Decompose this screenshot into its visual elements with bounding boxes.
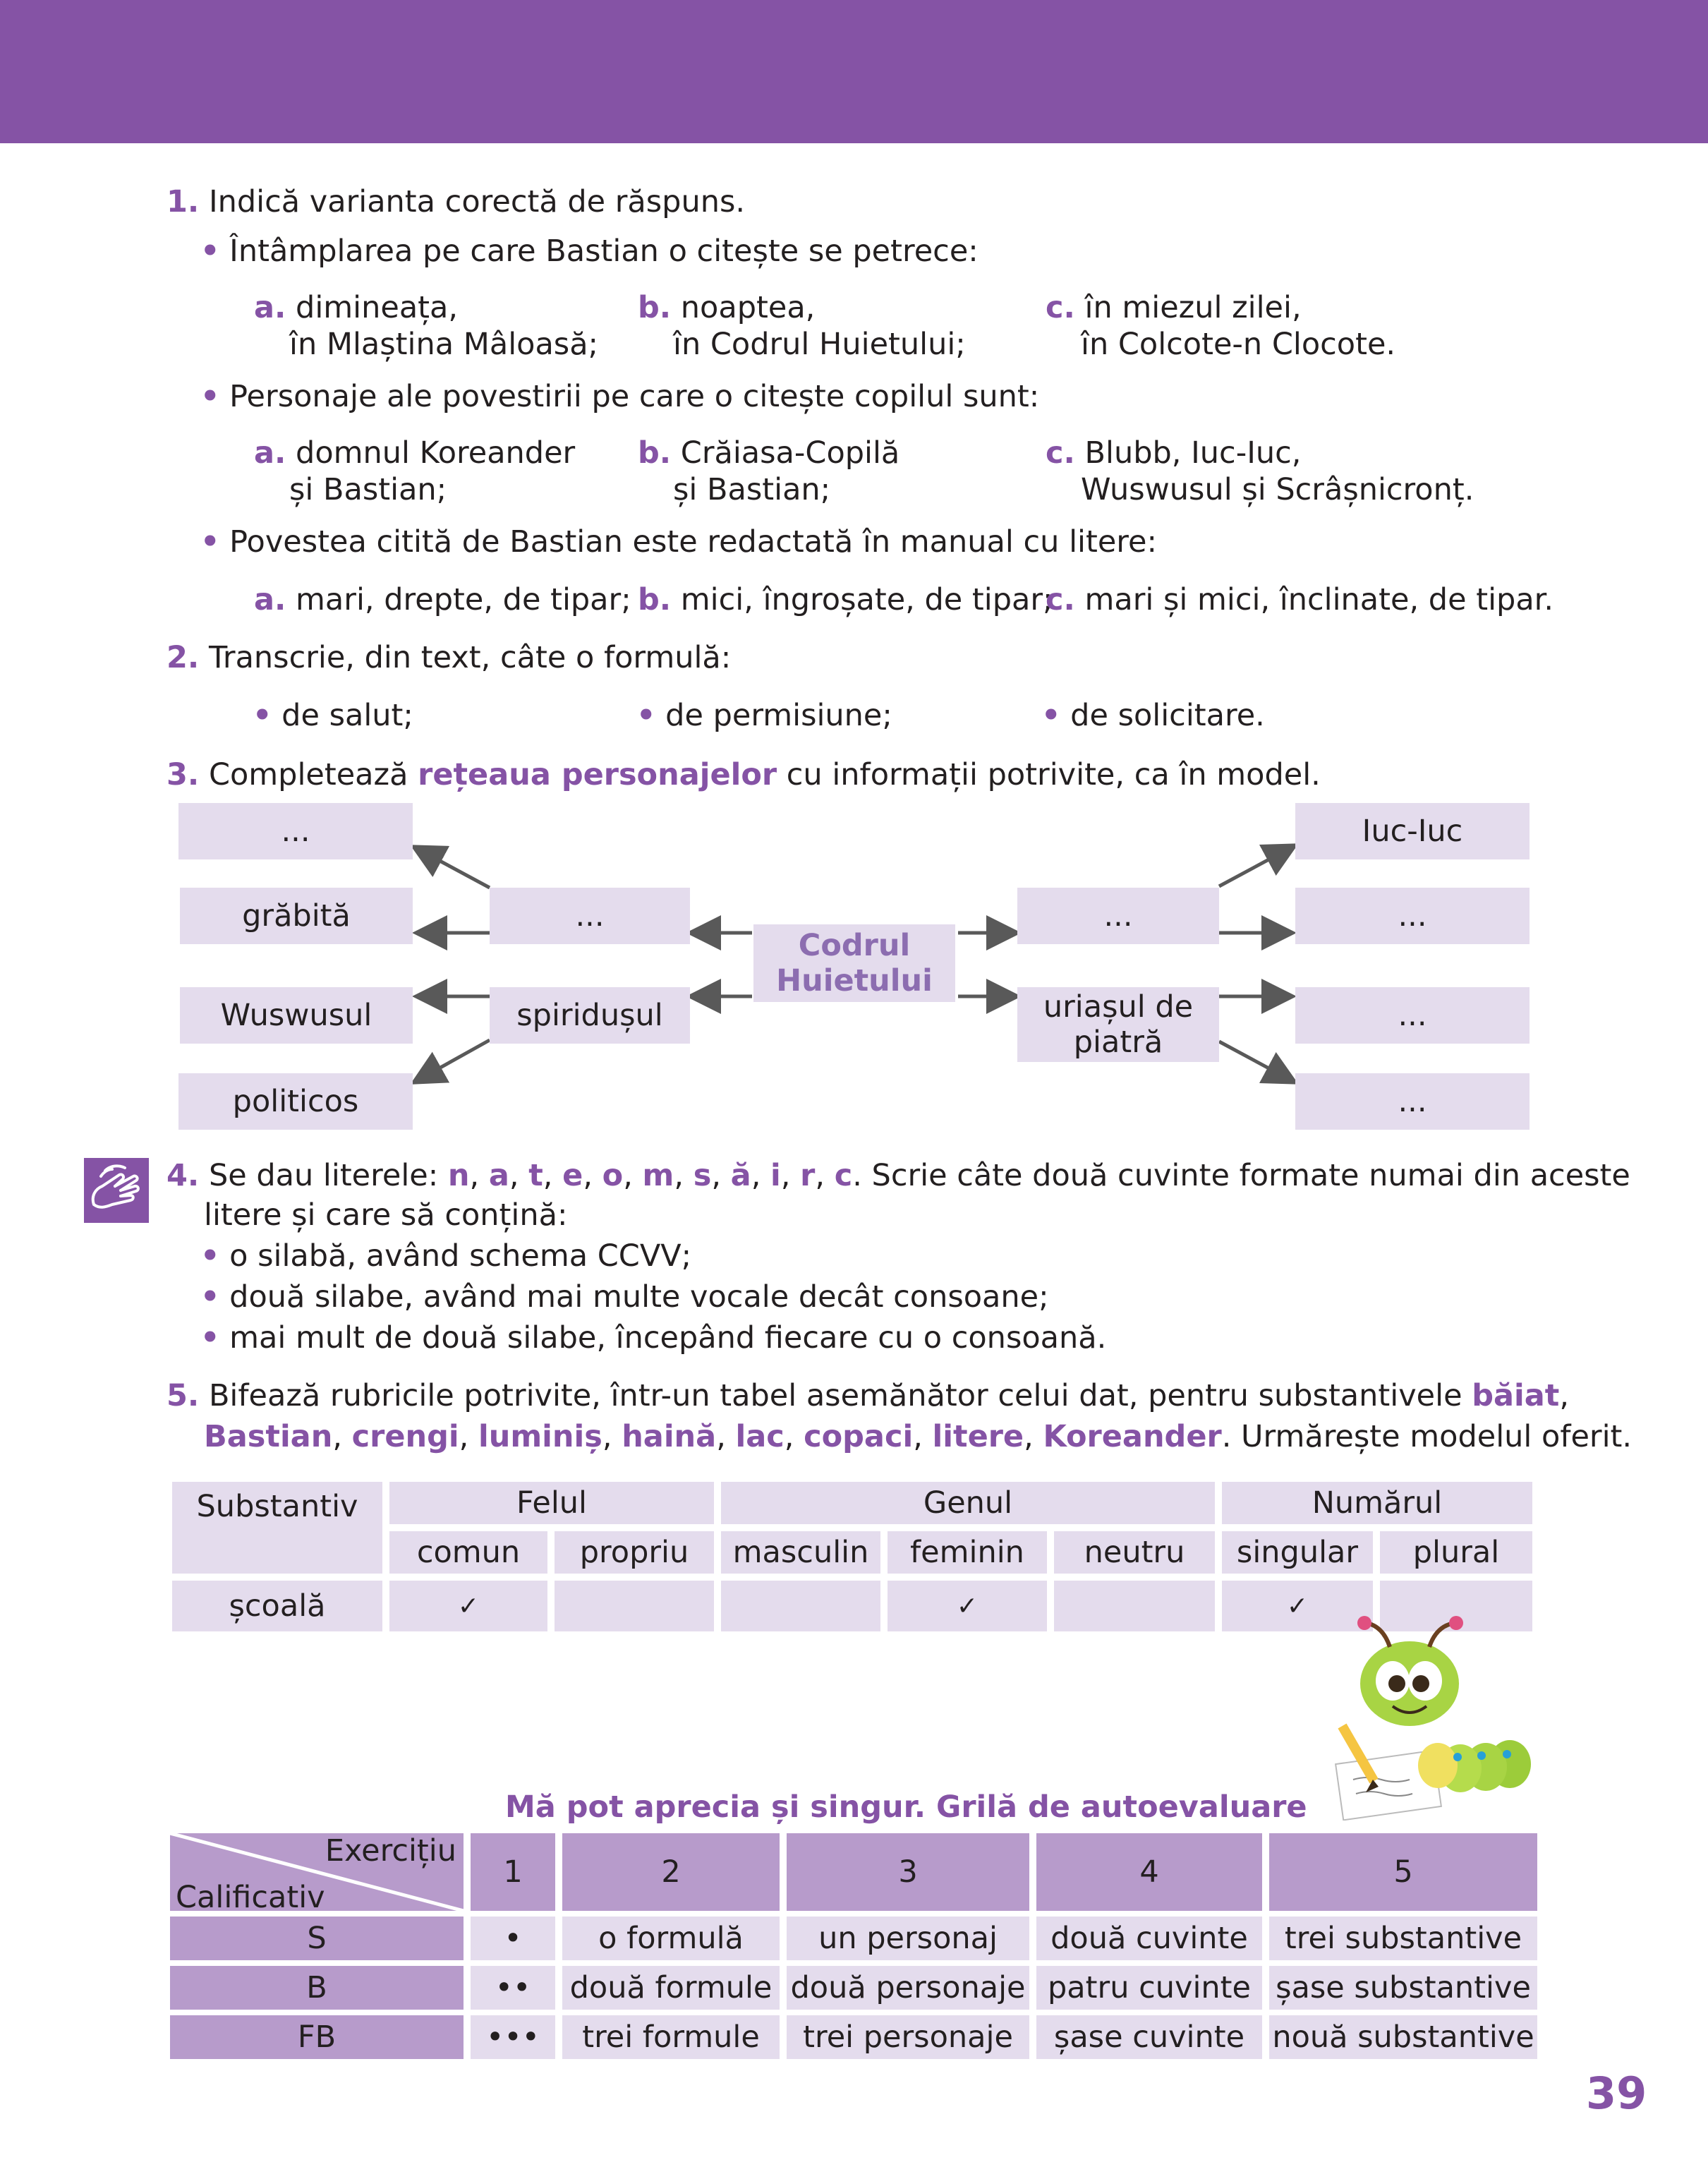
network-right-node[interactable]: ... — [1295, 1073, 1530, 1130]
network-right-node: Iuc-Iuc — [1295, 803, 1530, 859]
network-left-node[interactable]: ... — [178, 803, 413, 859]
bullet: • — [253, 698, 272, 733]
bullet: • — [200, 1279, 220, 1315]
item-text: două silabe, având mai multe vocale decât consoane; — [229, 1279, 1049, 1315]
exercise-text: Indică varianta corectă de răspuns. — [208, 184, 746, 219]
letter: t — [528, 1158, 543, 1193]
caterpillar-illustration — [1325, 1616, 1537, 1821]
item-text: o silabă, având schema CCVV; — [229, 1238, 692, 1274]
cell-feminin[interactable]: ✓ — [888, 1581, 1047, 1631]
option-letter: a. — [254, 290, 286, 325]
grid-cell: •• — [471, 1966, 555, 2010]
center-line: Codrul — [798, 928, 911, 963]
question-text: Întâmplarea pe care Bastian o citește se petrece: — [229, 234, 979, 269]
network-left-mid-node[interactable]: ... — [490, 888, 690, 944]
subheader-propriu: propriu — [555, 1531, 714, 1574]
formula-text: de permisiune; — [665, 698, 892, 733]
exercise-text: cu informații potrivite, ca în model. — [777, 757, 1321, 792]
header-genul: Genul — [721, 1482, 1215, 1524]
grid-row-label: FB — [170, 2015, 464, 2059]
bullet: • — [200, 379, 220, 414]
option-letter: a. — [254, 435, 286, 471]
option-line: în Codrul Huietului; — [673, 327, 966, 362]
exercise-4-prompt: 4. Se dau literele: n, a, t, e, o, m, s, ă, i, r, c. Scrie câte două cuvinte formate numai din aceste — [166, 1158, 1630, 1193]
node-line: uriașul de — [1043, 989, 1194, 1025]
question-text: Povestea citită de Bastian este redactată în manual cu litere: — [229, 524, 1157, 560]
option-letter: c. — [1046, 582, 1075, 617]
grid-col-header: 5 — [1269, 1833, 1537, 1911]
letter: o — [602, 1158, 624, 1193]
grid-cell: trei substantive — [1269, 1917, 1537, 1960]
grid-col-header: 2 — [562, 1833, 780, 1911]
exercise-text: Bifează rubricile potrivite, într-un tabel asemănător celui dat, pentru substantivele — [208, 1378, 1472, 1413]
formula-text: de salut; — [281, 698, 413, 733]
noun-word: luminiș — [478, 1419, 602, 1454]
option-line: mici, îngroșate, de tipar; — [680, 582, 1053, 617]
grid-cell: o formulă — [562, 1917, 780, 1960]
letter: a — [488, 1158, 509, 1193]
grid-col-header: 1 — [471, 1833, 555, 1911]
grid-cell: patru cuvinte — [1036, 1966, 1262, 2010]
header-felul: Felul — [389, 1482, 714, 1524]
network-center-node — [753, 924, 955, 1002]
exercise-text: Se dau literele: — [208, 1158, 448, 1193]
pointing-hand-icon — [84, 1158, 149, 1223]
option-line: domnul Koreander — [296, 435, 576, 471]
node-line: piatră — [1073, 1025, 1163, 1060]
cell-neutru[interactable] — [1054, 1581, 1215, 1631]
subheader-neutru: neutru — [1054, 1531, 1215, 1574]
network-left-node: grăbită — [180, 888, 413, 944]
subheader-singular: singular — [1222, 1531, 1373, 1574]
cell-propriu[interactable] — [555, 1581, 714, 1631]
option-letter: a. — [254, 582, 286, 617]
option-letter: b. — [638, 290, 672, 325]
corner-top-label: Exercițiu — [325, 1833, 456, 1869]
grid-title: Mă pot aprecia și singur. Grilă de autoevaluare — [505, 1789, 1307, 1825]
option-letter: c. — [1046, 290, 1075, 325]
grid-cell: un personaj — [787, 1917, 1029, 1960]
bullet: • — [1041, 698, 1061, 733]
option-line: și Bastian; — [289, 472, 447, 507]
network-right-mid-node[interactable]: ... — [1017, 888, 1219, 944]
network-right-node[interactable]: ... — [1295, 888, 1530, 944]
option-letter: b. — [638, 435, 672, 471]
question-text: Personaje ale povestirii pe care o citește copilul sunt: — [229, 379, 1040, 414]
cell-masculin[interactable] — [721, 1581, 880, 1631]
letter: m — [642, 1158, 674, 1193]
highlight-term: rețeaua personajelor — [418, 757, 777, 792]
corner-bottom-label: Calificativ — [176, 1880, 325, 1915]
grid-cell: trei personaje — [787, 2015, 1029, 2059]
exercise-number: 4. — [166, 1158, 200, 1193]
bullet: • — [200, 1238, 220, 1274]
exercise-text: . Urmărește modelul oferit. — [1221, 1419, 1633, 1454]
letter: i — [770, 1158, 781, 1193]
network-left-mid-node: spiridușul — [490, 987, 690, 1044]
cell-singular[interactable]: ✓ — [1222, 1581, 1373, 1631]
grid-cell: nouă substantive — [1269, 2015, 1537, 2059]
exercise-5-prompt: 5. Bifează rubricile potrivite, într-un tabel asemănător celui dat, pentru substantivele băiat, — [166, 1378, 1569, 1413]
grid-cell: ••• — [471, 2015, 555, 2059]
exercise-text: . Scrie câte două cuvinte formate numai din aceste — [852, 1158, 1630, 1193]
grid-cell: • — [471, 1917, 555, 1960]
subheader-comun: comun — [389, 1531, 547, 1574]
option-line: noaptea, — [680, 290, 816, 325]
noun-word: lac — [735, 1419, 785, 1454]
bullet: • — [200, 1320, 220, 1356]
exercise-text: Transcrie, din text, câte o formulă: — [208, 640, 732, 675]
letter: e — [562, 1158, 583, 1193]
page-number: 39 — [1586, 2068, 1647, 2119]
option-line: Crăiasa-Copilă — [680, 435, 900, 471]
option-letter: b. — [638, 582, 672, 617]
exercise-number: 3. — [166, 757, 200, 792]
grid-cell: șase cuvinte — [1036, 2015, 1262, 2059]
grid-cell: două cuvinte — [1036, 1917, 1262, 1960]
bullet: • — [636, 698, 656, 733]
subheader-plural: plural — [1380, 1531, 1532, 1574]
letter: n — [447, 1158, 470, 1193]
noun-word: Bastian — [204, 1419, 333, 1454]
noun-word: Koreander — [1043, 1419, 1222, 1454]
noun-word: copaci — [804, 1419, 914, 1454]
exercise-number: 1. — [166, 184, 200, 219]
center-line: Huietului — [776, 963, 933, 998]
syllable-item — [200, 1238, 691, 1274]
noun-word: băiat — [1472, 1378, 1560, 1413]
grid-col-header: 4 — [1036, 1833, 1262, 1911]
option-line: în Mlaștina Mâloasă; — [289, 327, 599, 362]
network-right-node[interactable]: ... — [1295, 987, 1530, 1044]
row-word: școală — [172, 1581, 382, 1631]
grid-col-header: 3 — [787, 1833, 1029, 1911]
grid-cell: două personaje — [787, 1966, 1029, 2010]
header-substantiv: Substantiv — [172, 1482, 382, 1574]
exercise-5-line2: Bastian, crengi, luminiș, haină, lac, copaci, litere, Koreander. Urmărește modelul oferit. — [204, 1419, 1633, 1454]
option-line: dimineața, — [296, 290, 459, 325]
grid-cell: șase substantive — [1269, 1966, 1537, 2010]
option-letter: c. — [1046, 435, 1075, 471]
item-text: mai mult de două silabe, începând fiecare cu o consoană. — [229, 1320, 1107, 1356]
option-line: Blubb, Iuc-Iuc, — [1084, 435, 1302, 471]
option-line: și Bastian; — [673, 472, 831, 507]
noun-word: crengi — [351, 1419, 459, 1454]
header-numarul: Numărul — [1222, 1482, 1532, 1524]
option-line: în Colcote-n Clocote. — [1081, 327, 1396, 362]
subheader-masculin: masculin — [721, 1531, 880, 1574]
letter: s — [693, 1158, 712, 1193]
bullet: • — [200, 234, 220, 269]
grid-corner — [170, 1833, 464, 1915]
exercise-text: Completează — [208, 757, 418, 792]
grid-cell: două formule — [562, 1966, 780, 2010]
grid-cell: trei formule — [562, 2015, 780, 2059]
syllable-item — [200, 1279, 1049, 1315]
letter: c — [834, 1158, 853, 1193]
exercise-number: 5. — [166, 1378, 200, 1413]
letter: r — [800, 1158, 816, 1193]
cell-comun[interactable]: ✓ — [389, 1581, 547, 1631]
letter: ă — [730, 1158, 751, 1193]
network-left-node: politicos — [178, 1073, 413, 1130]
formula-text: de solicitare. — [1070, 698, 1265, 733]
exercise-4-line2: litere și care să conțină: — [204, 1197, 568, 1233]
option-line: mari și mici, înclinate, de tipar. — [1084, 582, 1554, 617]
grid-row-label: S — [170, 1917, 464, 1960]
exercise-number: 2. — [166, 640, 200, 675]
option-line: mari, drepte, de tipar; — [296, 582, 631, 617]
grid-row-label: B — [170, 1966, 464, 2010]
network-right-mid-node — [1017, 987, 1219, 1062]
option-line: Wuswusul și Scrâșnicronț. — [1081, 472, 1474, 507]
syllable-item — [200, 1320, 1106, 1356]
subheader-feminin: feminin — [888, 1531, 1047, 1574]
noun-word: litere — [932, 1419, 1024, 1454]
noun-word: haină — [622, 1419, 717, 1454]
bullet: • — [200, 524, 220, 560]
option-line: în miezul zilei, — [1084, 290, 1302, 325]
network-left-node: Wuswusul — [180, 987, 413, 1044]
